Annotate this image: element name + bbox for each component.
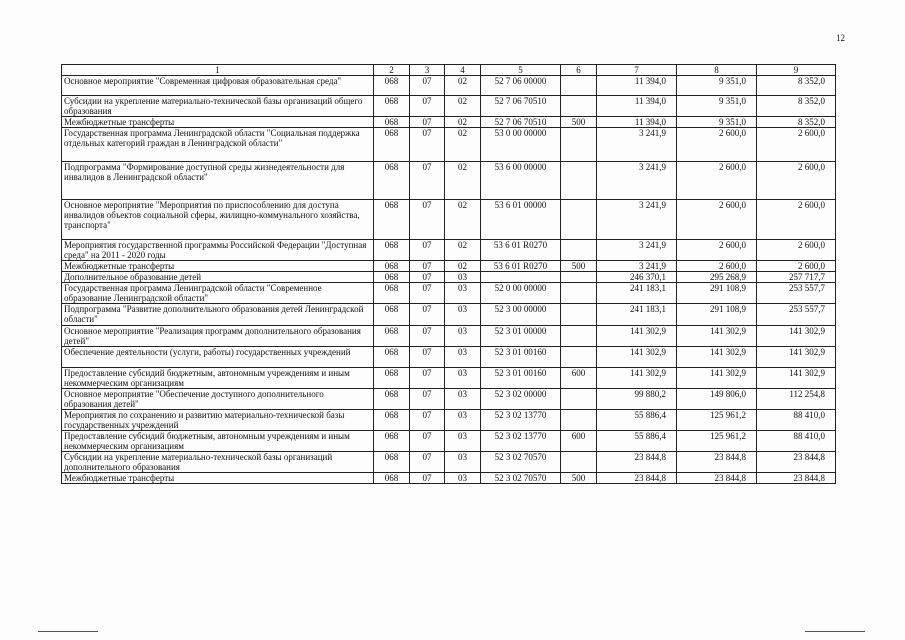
row-section: 07 — [410, 473, 445, 484]
table-row — [62, 128, 836, 162]
row-value-1: 241 183,1 — [597, 304, 677, 326]
row-subsection: 03 — [445, 431, 481, 452]
row-code: 068 — [374, 347, 410, 368]
row-value-1: 3 241,9 — [597, 240, 677, 261]
row-value-1: 3 241,9 — [597, 162, 677, 200]
row-name: Подпрограмма "Формирование доступной среды жизнедеятельности для инвалидов в Ленинградской области" — [62, 162, 374, 200]
row-value-3: 23 844,8 — [757, 452, 836, 473]
row-value-1: 3 241,9 — [597, 200, 677, 240]
row-section: 07 — [410, 128, 445, 162]
row-value-1: 55 886,4 — [597, 431, 677, 452]
row-subsection: 02 — [445, 117, 481, 128]
row-target-article: 52 7 06 00000 — [481, 76, 561, 96]
row-name: Межбюджетные трансферты — [62, 473, 374, 484]
row-value-1: 55 886,4 — [597, 410, 677, 431]
table-row — [62, 283, 836, 304]
row-name: Государственная программа Ленинградской области "Социальная поддержка отдельных категорий граждан в Ленинградской области" — [62, 128, 374, 162]
page-number: 12 — [836, 33, 845, 43]
row-expense-type — [561, 347, 597, 368]
row-code: 068 — [374, 283, 410, 304]
row-target-article: 52 3 01 00160 — [481, 347, 561, 368]
row-name: Субсидии на укрепление материально-технической базы организаций дополнительного образования — [62, 452, 374, 473]
row-target-article: 52 3 02 70570 — [481, 452, 561, 473]
row-section: 07 — [410, 117, 445, 128]
row-target-article: 52 3 02 13770 — [481, 431, 561, 452]
row-expense-type — [561, 410, 597, 431]
row-target-article: 52 3 00 00000 — [481, 304, 561, 326]
row-section: 07 — [410, 347, 445, 368]
row-value-1: 141 302,9 — [597, 347, 677, 368]
row-section: 07 — [410, 162, 445, 200]
row-name: Подпрограмма "Развитие дополнительного образования детей Ленинградской области" — [62, 304, 374, 326]
row-subsection: 03 — [445, 272, 481, 283]
row-expense-type — [561, 200, 597, 240]
row-name: Субсидии на укрепление материально-технической базы организаций общего образования — [62, 96, 374, 117]
row-expense-type — [561, 389, 597, 410]
row-expense-type — [561, 304, 597, 326]
row-section: 07 — [410, 326, 445, 347]
row-value-3: 253 557,7 — [757, 304, 836, 326]
header-cell: 5 — [481, 65, 561, 76]
row-section: 07 — [410, 389, 445, 410]
row-value-2: 295 268,9 — [677, 272, 757, 283]
row-target-article: 53 6 00 00000 — [481, 162, 561, 200]
row-value-3: 141 302,9 — [757, 326, 836, 347]
row-code: 068 — [374, 431, 410, 452]
table-row — [62, 431, 836, 452]
table-row — [62, 261, 836, 272]
table-row — [62, 304, 836, 326]
row-value-1: 141 302,9 — [597, 368, 677, 389]
row-value-1: 11 394,0 — [597, 76, 677, 96]
row-section: 07 — [410, 76, 445, 96]
row-value-2: 125 961,2 — [677, 410, 757, 431]
row-code: 068 — [374, 473, 410, 484]
row-value-3: 2 600,0 — [757, 162, 836, 200]
table-row — [62, 452, 836, 473]
row-subsection: 02 — [445, 128, 481, 162]
row-value-1: 246 370,1 — [597, 272, 677, 283]
row-code: 068 — [374, 326, 410, 347]
row-subsection: 03 — [445, 304, 481, 326]
row-value-1: 11 394,0 — [597, 117, 677, 128]
row-name: Мероприятия государственной программы Российской Федерации "Доступная среда" на 2011 - 2020 годы — [62, 240, 374, 261]
header-cell: 1 — [62, 65, 374, 76]
row-value-2: 141 302,9 — [677, 347, 757, 368]
row-expense-type: 600 — [561, 368, 597, 389]
header-cell: 4 — [445, 65, 481, 76]
row-value-2: 9 351,0 — [677, 96, 757, 117]
row-name: Предоставление субсидий бюджетным, автономным учреждениям и иным некоммерческим организациям — [62, 368, 374, 389]
row-name: Основное мероприятие "Современная цифровая образовательная среда" — [62, 76, 374, 96]
row-section: 07 — [410, 200, 445, 240]
row-name: Дополнительное образование детей — [62, 272, 374, 283]
row-value-2: 149 806,0 — [677, 389, 757, 410]
scan-mark-right — [805, 631, 865, 632]
row-subsection: 03 — [445, 473, 481, 484]
row-name: Межбюджетные трансферты — [62, 261, 374, 272]
row-expense-type — [561, 76, 597, 96]
row-value-2: 291 108,9 — [677, 283, 757, 304]
table-row — [62, 117, 836, 128]
row-code: 068 — [374, 200, 410, 240]
row-value-3: 253 557,7 — [757, 283, 836, 304]
row-target-article: 53 0 00 00000 — [481, 128, 561, 162]
budget-table — [61, 64, 836, 484]
row-expense-type: 500 — [561, 473, 597, 484]
row-target-article: 52 3 02 70570 — [481, 473, 561, 484]
header-row — [62, 65, 836, 76]
row-expense-type — [561, 326, 597, 347]
table-row — [62, 473, 836, 484]
row-name: Основное мероприятие "Обеспечение доступного дополнительного образования детей" — [62, 389, 374, 410]
row-target-article: 53 6 01 R0270 — [481, 240, 561, 261]
row-code: 068 — [374, 368, 410, 389]
row-expense-type — [561, 283, 597, 304]
row-section: 07 — [410, 240, 445, 261]
row-name: Государственная программа Ленинградской области "Современное образование Ленинградской области" — [62, 283, 374, 304]
row-subsection: 03 — [445, 283, 481, 304]
row-value-2: 2 600,0 — [677, 261, 757, 272]
row-value-2: 2 600,0 — [677, 162, 757, 200]
row-target-article: 52 7 06 70510 — [481, 117, 561, 128]
row-subsection: 02 — [445, 240, 481, 261]
row-value-3: 88 410,0 — [757, 431, 836, 452]
row-subsection: 02 — [445, 261, 481, 272]
row-expense-type: 500 — [561, 261, 597, 272]
table-row — [62, 162, 836, 200]
table-row — [62, 200, 836, 240]
row-value-2: 141 302,9 — [677, 368, 757, 389]
row-subsection: 02 — [445, 96, 481, 117]
header-cell: 3 — [410, 65, 445, 76]
row-value-3: 141 302,9 — [757, 347, 836, 368]
row-subsection: 03 — [445, 347, 481, 368]
row-name: Мероприятия по сохранению и развитию материально-технической базы государственных учреждений — [62, 410, 374, 431]
row-subsection: 02 — [445, 76, 481, 96]
row-subsection: 02 — [445, 200, 481, 240]
row-value-1: 23 844,8 — [597, 473, 677, 484]
table-row — [62, 76, 836, 96]
row-value-2: 2 600,0 — [677, 128, 757, 162]
row-section: 07 — [410, 304, 445, 326]
row-value-2: 23 844,8 — [677, 473, 757, 484]
row-target-article: 53 6 01 00000 — [481, 200, 561, 240]
row-code: 068 — [374, 76, 410, 96]
header-cell: 2 — [374, 65, 410, 76]
table-row — [62, 347, 836, 368]
row-value-1: 23 844,8 — [597, 452, 677, 473]
row-name: Основное мероприятие "Реализация программ дополнительного образования детей" — [62, 326, 374, 347]
table-row — [62, 410, 836, 431]
row-target-article: 52 7 06 70510 — [481, 96, 561, 117]
row-section: 07 — [410, 272, 445, 283]
row-name: Межбюджетные трансферты — [62, 117, 374, 128]
row-value-3: 88 410,0 — [757, 410, 836, 431]
row-value-2: 141 302,9 — [677, 326, 757, 347]
row-section: 07 — [410, 283, 445, 304]
table-row — [62, 326, 836, 347]
row-code: 068 — [374, 96, 410, 117]
row-section: 07 — [410, 368, 445, 389]
row-subsection: 03 — [445, 410, 481, 431]
row-name: Предоставление субсидий бюджетным, автономным учреждениям и иным некоммерческим организациям — [62, 431, 374, 452]
row-target-article: 52 0 00 00000 — [481, 283, 561, 304]
row-expense-type — [561, 272, 597, 283]
row-expense-type — [561, 240, 597, 261]
row-value-3: 8 352,0 — [757, 117, 836, 128]
row-subsection: 03 — [445, 452, 481, 473]
row-value-3: 23 844,8 — [757, 473, 836, 484]
header-cell: 8 — [677, 65, 757, 76]
row-section: 07 — [410, 452, 445, 473]
header-cell: 6 — [561, 65, 597, 76]
scan-mark-left — [38, 631, 98, 632]
table-row — [62, 389, 836, 410]
row-expense-type: 500 — [561, 117, 597, 128]
row-code: 068 — [374, 304, 410, 326]
row-value-2: 2 600,0 — [677, 200, 757, 240]
row-value-3: 141 302,9 — [757, 368, 836, 389]
row-code: 068 — [374, 117, 410, 128]
row-value-1: 11 394,0 — [597, 96, 677, 117]
row-code: 068 — [374, 410, 410, 431]
row-value-1: 99 880,2 — [597, 389, 677, 410]
row-section: 07 — [410, 261, 445, 272]
row-expense-type — [561, 128, 597, 162]
table-row — [62, 368, 836, 389]
row-name: Обеспечение деятельности (услуги, работы) государственных учреждений — [62, 347, 374, 368]
row-target-article: 52 3 02 00000 — [481, 389, 561, 410]
row-value-3: 8 352,0 — [757, 76, 836, 96]
table-row — [62, 240, 836, 261]
header-cell: 7 — [597, 65, 677, 76]
row-value-2: 9 351,0 — [677, 76, 757, 96]
row-target-article: 52 3 01 00000 — [481, 326, 561, 347]
row-code: 068 — [374, 272, 410, 283]
row-value-3: 2 600,0 — [757, 240, 836, 261]
row-code: 068 — [374, 261, 410, 272]
row-code: 068 — [374, 162, 410, 200]
row-expense-type — [561, 452, 597, 473]
row-target-article — [481, 272, 561, 283]
row-expense-type — [561, 96, 597, 117]
row-target-article: 52 3 02 13770 — [481, 410, 561, 431]
row-value-1: 3 241,9 — [597, 261, 677, 272]
row-subsection: 03 — [445, 368, 481, 389]
table-row — [62, 96, 836, 117]
row-expense-type: 600 — [561, 431, 597, 452]
header-cell: 9 — [757, 65, 836, 76]
row-subsection: 02 — [445, 162, 481, 200]
row-subsection: 03 — [445, 389, 481, 410]
row-name: Основное мероприятие "Мероприятия по приспособлению для доступа инвалидов объектов социальной сферы, жилищно-коммунального хозяйства, транспорта" — [62, 200, 374, 240]
row-target-article: 53 6 01 R0270 — [481, 261, 561, 272]
row-subsection: 03 — [445, 326, 481, 347]
row-section: 07 — [410, 96, 445, 117]
row-value-3: 2 600,0 — [757, 128, 836, 162]
row-expense-type — [561, 162, 597, 200]
table-row — [62, 272, 836, 283]
row-section: 07 — [410, 410, 445, 431]
row-value-1: 3 241,9 — [597, 128, 677, 162]
row-code: 068 — [374, 128, 410, 162]
row-value-3: 257 717,7 — [757, 272, 836, 283]
row-value-2: 125 961,2 — [677, 431, 757, 452]
row-value-1: 141 302,9 — [597, 326, 677, 347]
row-value-2: 23 844,8 — [677, 452, 757, 473]
row-value-1: 241 183,1 — [597, 283, 677, 304]
row-value-2: 2 600,0 — [677, 240, 757, 261]
row-code: 068 — [374, 452, 410, 473]
row-value-2: 9 351,0 — [677, 117, 757, 128]
row-value-2: 291 108,9 — [677, 304, 757, 326]
row-code: 068 — [374, 240, 410, 261]
row-section: 07 — [410, 431, 445, 452]
row-value-3: 8 352,0 — [757, 96, 836, 117]
row-code: 068 — [374, 389, 410, 410]
row-value-3: 112 254,8 — [757, 389, 836, 410]
row-value-3: 2 600,0 — [757, 200, 836, 240]
row-value-3: 2 600,0 — [757, 261, 836, 272]
row-target-article: 52 3 01 00160 — [481, 368, 561, 389]
